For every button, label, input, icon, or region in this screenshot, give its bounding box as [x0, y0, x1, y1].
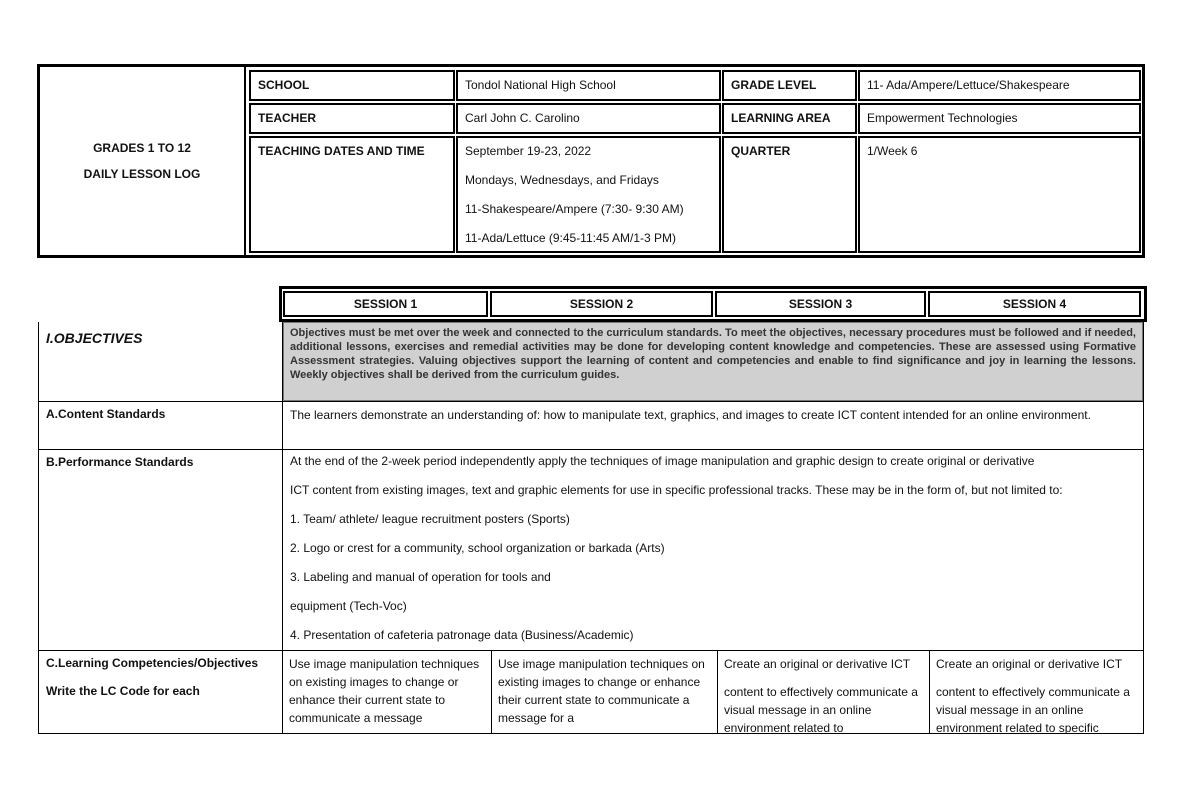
performance-line: 1. Team/ athlete/ league recruitment posters (Sports): [290, 512, 570, 526]
performance-line: ICT content from existing images, text and graphic elements for use in specific professional tracks. These may be in the form of, but not limited to:: [290, 483, 1063, 497]
teacher-value: Carl John C. Carolino: [456, 103, 721, 134]
performance-standards-row: [39, 449, 1143, 650]
competencies-label: [39, 651, 283, 734]
content-standards-label: A.Content Standards: [39, 402, 283, 449]
performance-line: 4. Presentation of cafeteria patronage data (Business/Academic): [290, 628, 634, 642]
session-3-header: SESSION 3: [715, 291, 926, 317]
objectives-text: Objectives must be met over the week and connected to the curriculum standards. To meet the objectives, necessary procedures must be followed and if needed, additional lessons, exercises and remedial activities may be done for developing content knowledge and competencies. These are assessed using Formative Assessment strategies. Valuing objectives support the learning of content and competencies and enable to find significance and joy in learning the lessons. Weekly objectives shall be derived from the curriculum guides.: [283, 322, 1143, 401]
brand-cell: [40, 67, 246, 255]
performance-standards-text: [283, 450, 1143, 650]
days: Mondays, Wednesdays, and Fridays: [465, 173, 659, 187]
session-1-header: SESSION 1: [283, 291, 488, 317]
competency-session-1: Use image manipulation techniques on existing images to change or enhance their current state to communicate a message: [289, 657, 480, 725]
session-2-header: SESSION 2: [490, 291, 713, 317]
performance-line: 3. Labeling and manual of operation for tools and: [290, 570, 551, 584]
schedule-shakespeare-ampere: 11-Shakespeare/Ampere (7:30- 9:30 AM): [465, 202, 684, 216]
learning-area-value: Empowerment Technologies: [858, 103, 1141, 134]
performance-standards-label: B.Performance Standards: [39, 450, 283, 650]
lesson-table: [38, 322, 1144, 734]
competency-session-3: [717, 651, 929, 734]
objectives-row: [39, 322, 1143, 401]
competency-session-4-line2: content to effectively communicate a visual message in an online environment related to specific: [936, 685, 1130, 734]
competency-session-2: Use image manipulation techniques on existing images to change or enhance their current state to communicate a message for a: [491, 651, 717, 734]
school-value: Tondol National High School: [456, 70, 721, 101]
content-standards-row: [39, 401, 1143, 449]
competency-session-3-line1: Create an original or derivative ICT: [724, 657, 911, 671]
grade-level-label: GRADE LEVEL: [722, 70, 857, 101]
grade-level-value: 11- Ada/Ampere/Lettuce/Shakespeare: [858, 70, 1141, 101]
session-header-row: [279, 286, 1147, 322]
competencies-label-line2: Write the LC Code for each: [46, 684, 200, 698]
schedule-ada-lettuce: 11-Ada/Lettuce (9:45-11:45 AM/1-3 PM): [465, 231, 677, 245]
competency-session-3-line2: content to effectively communicate a visual message in an online environment related to: [724, 685, 918, 734]
performance-line: 2. Logo or crest for a community, school organization or barkada (Arts): [290, 541, 665, 555]
content-standards-text: The learners demonstrate an understanding of: how to manipulate text, graphics, and images to create ICT content intended for an online environment.: [290, 408, 1091, 422]
competencies-row: [39, 650, 1143, 734]
session-4-header: SESSION 4: [928, 291, 1141, 317]
quarter-value: 1/Week 6: [858, 136, 1141, 253]
school-label: SCHOOL: [249, 70, 455, 101]
competencies-label-line1: C.Learning Competencies/Objectives: [46, 656, 259, 670]
learning-area-label: LEARNING AREA: [722, 103, 857, 134]
competency-session-4-line1: Create an original or derivative ICT: [936, 657, 1123, 671]
brand-line-dll: DAILY LESSON LOG: [83, 167, 201, 181]
teacher-label: TEACHER: [249, 103, 455, 134]
brand-line-grades: GRADES 1 TO 12: [93, 141, 191, 155]
dates-label: TEACHING DATES AND TIME: [249, 136, 455, 253]
date-range: September 19-23, 2022: [465, 144, 592, 158]
performance-line: At the end of the 2-week period independently apply the techniques of image manipulation and graphic design to create original or derivative: [290, 454, 1035, 468]
performance-line: equipment (Tech-Voc): [290, 599, 407, 613]
lesson-log-header: [37, 64, 1145, 258]
dates-value: [456, 136, 721, 253]
competency-session-4: [929, 651, 1143, 734]
objectives-title: I.OBJECTIVES: [46, 330, 143, 346]
quarter-label: QUARTER: [722, 136, 857, 253]
